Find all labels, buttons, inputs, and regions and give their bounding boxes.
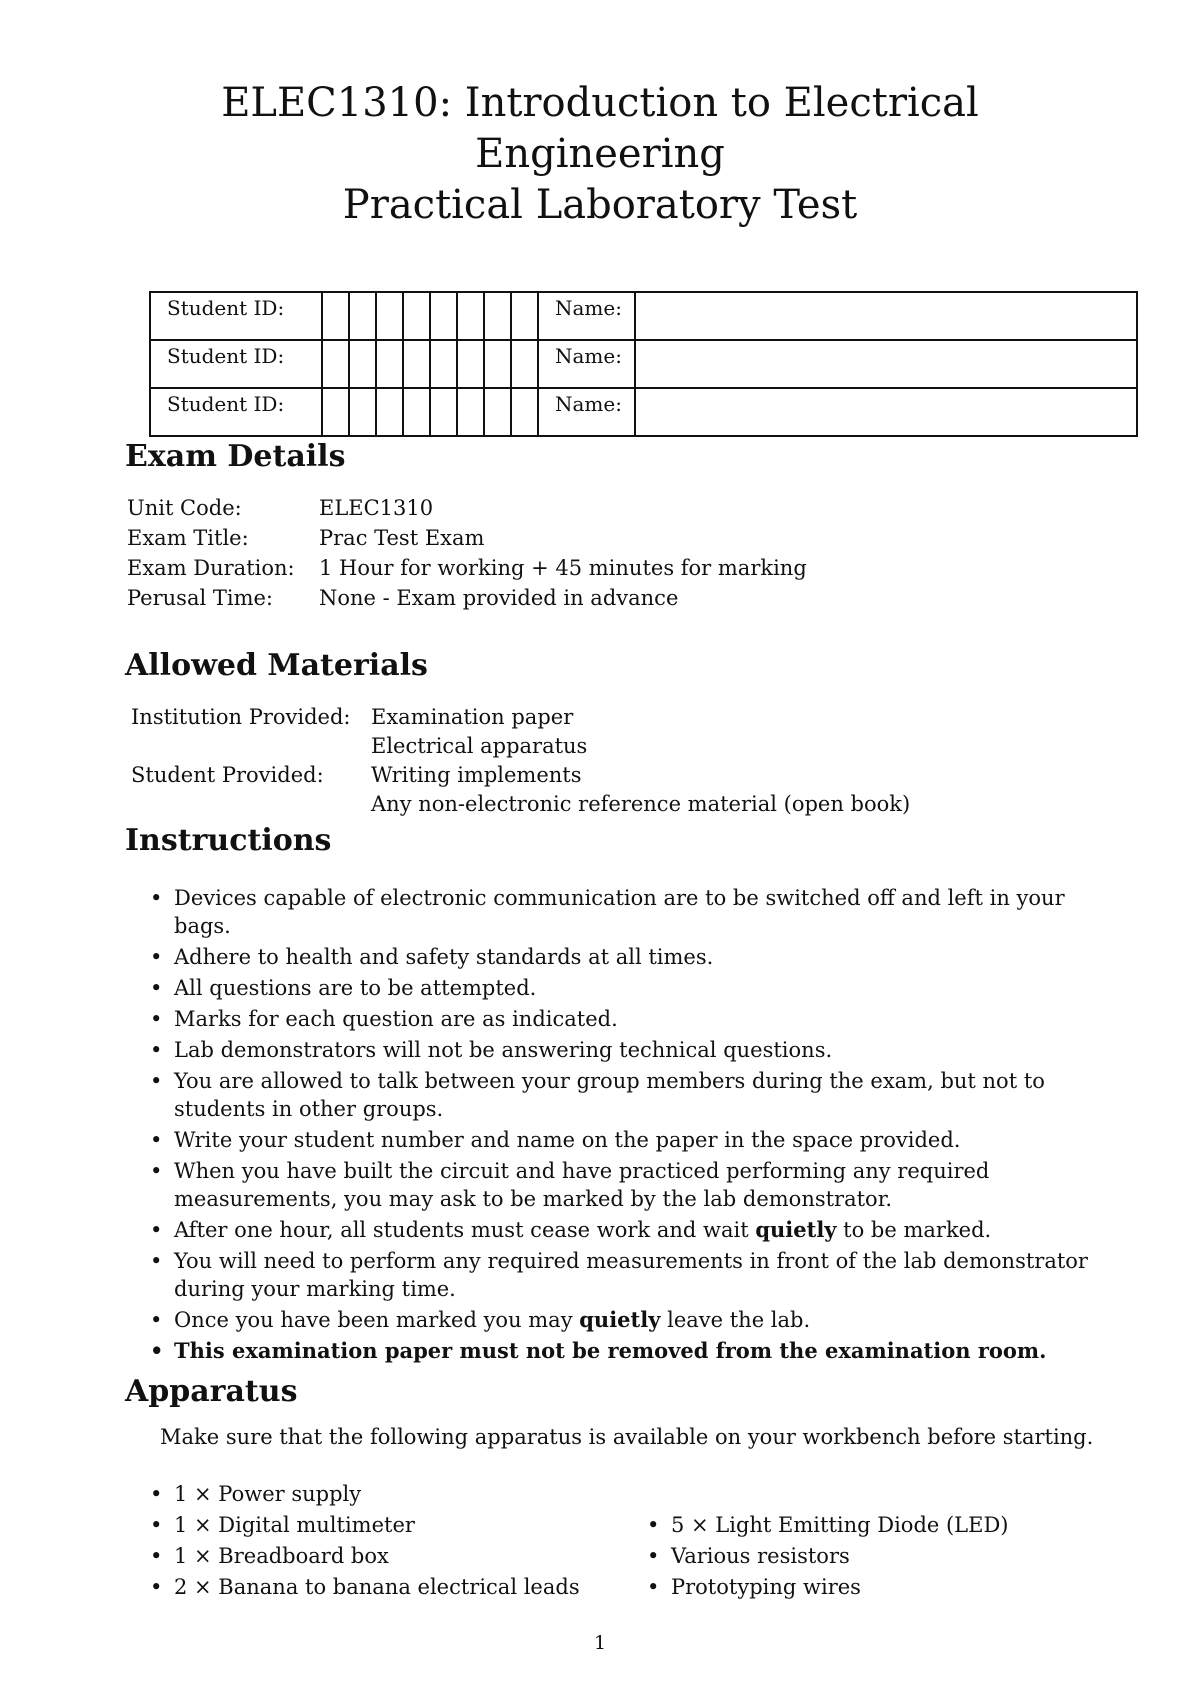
material-row xyxy=(131,703,910,732)
student-id-digit-box[interactable] xyxy=(403,340,430,388)
instruction-text: This examination paper must not be removed from the examination room. xyxy=(174,1338,1047,1363)
detail-value: ELEC1310 xyxy=(319,496,434,520)
apparatus-list-left xyxy=(150,1479,580,1603)
detail-key: Exam Title: xyxy=(127,526,249,550)
student-id-label: Student ID: xyxy=(150,292,322,340)
student-id-digit-box[interactable] xyxy=(457,292,484,340)
instruction-item xyxy=(150,1216,1100,1244)
apparatus-item: • Various resistors xyxy=(647,1541,1009,1572)
detail-row xyxy=(127,523,807,553)
detail-value: None - Exam provided in advance xyxy=(319,586,679,610)
student-id-digit-box[interactable] xyxy=(322,340,349,388)
material-value: Examination paper xyxy=(371,705,574,729)
material-key: Student Provided: xyxy=(131,763,324,787)
student-id-digit-box[interactable] xyxy=(349,292,376,340)
student-id-digit-box[interactable] xyxy=(322,388,349,436)
instruction-text: You will need to perform any required measurements in front of the lab demonstrator during your marking time. xyxy=(174,1249,1088,1301)
detail-key: Unit Code: xyxy=(127,496,242,520)
student-id-digit-box[interactable] xyxy=(376,340,403,388)
student-row xyxy=(150,292,1137,340)
instruction-text: After one hour, all students must cease work and wait xyxy=(174,1218,756,1242)
instruction-text: Lab demonstrators will not be answering technical questions. xyxy=(174,1038,833,1062)
student-id-digit-box[interactable] xyxy=(511,340,538,388)
apparatus-item: • 1 × Digital multimeter xyxy=(150,1510,580,1541)
apparatus-item: • Prototyping wires xyxy=(647,1572,1009,1603)
title-line-3: Practical Laboratory Test xyxy=(342,182,858,228)
student-id-digit-box[interactable] xyxy=(457,388,484,436)
apparatus-heading: Apparatus xyxy=(125,1374,298,1409)
student-id-table xyxy=(149,291,1138,437)
instruction-text: When you have built the circuit and have practiced performing any required measurements, you may ask to be marked by the lab demonstrator. xyxy=(174,1159,990,1211)
instruction-item xyxy=(150,1247,1100,1303)
document-title xyxy=(0,78,1200,231)
instruction-text: You are allowed to talk between your group members during the exam, but not to students in other groups. xyxy=(174,1069,1045,1121)
instruction-item xyxy=(150,1005,1100,1033)
material-row xyxy=(131,790,910,819)
student-id-digit-box[interactable] xyxy=(484,292,511,340)
instruction-item xyxy=(150,1337,1100,1365)
allowed-materials-heading: Allowed Materials xyxy=(125,648,428,683)
student-id-digit-box[interactable] xyxy=(511,388,538,436)
student-id-digit-box[interactable] xyxy=(484,340,511,388)
detail-key: Perusal Time: xyxy=(127,586,274,610)
instruction-text: to be marked. xyxy=(836,1218,992,1242)
student-id-label: Student ID: xyxy=(150,388,322,436)
instructions-list xyxy=(150,884,1100,1368)
instruction-item xyxy=(150,1157,1100,1213)
student-id-digit-box[interactable] xyxy=(322,292,349,340)
detail-value: 1 Hour for working + 45 minutes for marking xyxy=(319,556,807,580)
student-id-label: Student ID: xyxy=(150,340,322,388)
instruction-emphasis: quietly xyxy=(755,1217,837,1242)
instruction-text: leave the lab. xyxy=(660,1308,811,1332)
instruction-item xyxy=(150,1036,1100,1064)
apparatus-intro: Make sure that the following apparatus is available on your workbench before starting. xyxy=(160,1425,1094,1449)
apparatus-item: • 5 × Light Emitting Diode (LED) xyxy=(647,1510,1009,1541)
apparatus-item: • 1 × Breadboard box xyxy=(150,1541,580,1572)
name-field[interactable] xyxy=(635,340,1137,388)
student-id-digit-box[interactable] xyxy=(430,388,457,436)
page-number: 1 xyxy=(593,1632,607,1654)
name-field[interactable] xyxy=(635,292,1137,340)
detail-row xyxy=(127,553,807,583)
instruction-text: All questions are to be attempted. xyxy=(174,976,537,1000)
material-value: Writing implements xyxy=(371,763,582,787)
detail-value: Prac Test Exam xyxy=(319,526,485,550)
material-key xyxy=(131,732,371,761)
name-label: Name: xyxy=(538,292,635,340)
name-field[interactable] xyxy=(635,388,1137,436)
name-label: Name: xyxy=(538,340,635,388)
allowed-materials xyxy=(131,703,910,819)
exam-details xyxy=(127,493,807,613)
student-id-digit-box[interactable] xyxy=(430,292,457,340)
student-id-digit-box[interactable] xyxy=(403,292,430,340)
instruction-emphasis: quietly xyxy=(579,1307,661,1332)
instruction-item xyxy=(150,884,1100,940)
detail-row xyxy=(127,583,807,613)
apparatus-item: • 1 × Power supply xyxy=(150,1479,580,1510)
student-row xyxy=(150,388,1137,436)
instruction-text: Adhere to health and safety standards at all times. xyxy=(174,945,714,969)
instruction-item xyxy=(150,943,1100,971)
apparatus-item: • 2 × Banana to banana electrical leads xyxy=(150,1572,580,1603)
student-id-digit-box[interactable] xyxy=(430,340,457,388)
student-id-digit-box[interactable] xyxy=(457,340,484,388)
material-row xyxy=(131,761,910,790)
detail-row xyxy=(127,493,807,523)
exam-details-heading: Exam Details xyxy=(125,439,346,474)
student-row xyxy=(150,340,1137,388)
material-row xyxy=(131,732,910,761)
instructions-heading: Instructions xyxy=(125,823,332,858)
student-id-digit-box[interactable] xyxy=(349,340,376,388)
instruction-item xyxy=(150,1306,1100,1334)
title-line-2: Engineering xyxy=(475,131,725,177)
title-line-1: ELEC1310: Introduction to Electrical xyxy=(221,80,979,126)
material-key xyxy=(131,790,371,819)
student-id-digit-box[interactable] xyxy=(376,388,403,436)
instruction-text: Marks for each question are as indicated. xyxy=(174,1007,618,1031)
instruction-item xyxy=(150,1126,1100,1154)
instruction-item xyxy=(150,1067,1100,1123)
instruction-text: Once you have been marked you may xyxy=(174,1308,580,1332)
instruction-text: Write your student number and name on the paper in the space provided. xyxy=(174,1128,961,1152)
material-key: Institution Provided: xyxy=(131,705,351,729)
name-label: Name: xyxy=(538,388,635,436)
instruction-text: Devices capable of electronic communication are to be switched off and left in your bags. xyxy=(174,886,1065,938)
student-id-digit-box[interactable] xyxy=(403,388,430,436)
material-value: Electrical apparatus xyxy=(371,734,588,758)
student-id-digit-box[interactable] xyxy=(484,388,511,436)
material-value: Any non-electronic reference material (open book) xyxy=(371,792,911,816)
student-id-digit-box[interactable] xyxy=(376,292,403,340)
apparatus-list-right xyxy=(647,1510,1009,1603)
detail-key: Exam Duration: xyxy=(127,556,295,580)
instruction-item xyxy=(150,974,1100,1002)
student-id-digit-box[interactable] xyxy=(349,388,376,436)
student-id-digit-box[interactable] xyxy=(511,292,538,340)
